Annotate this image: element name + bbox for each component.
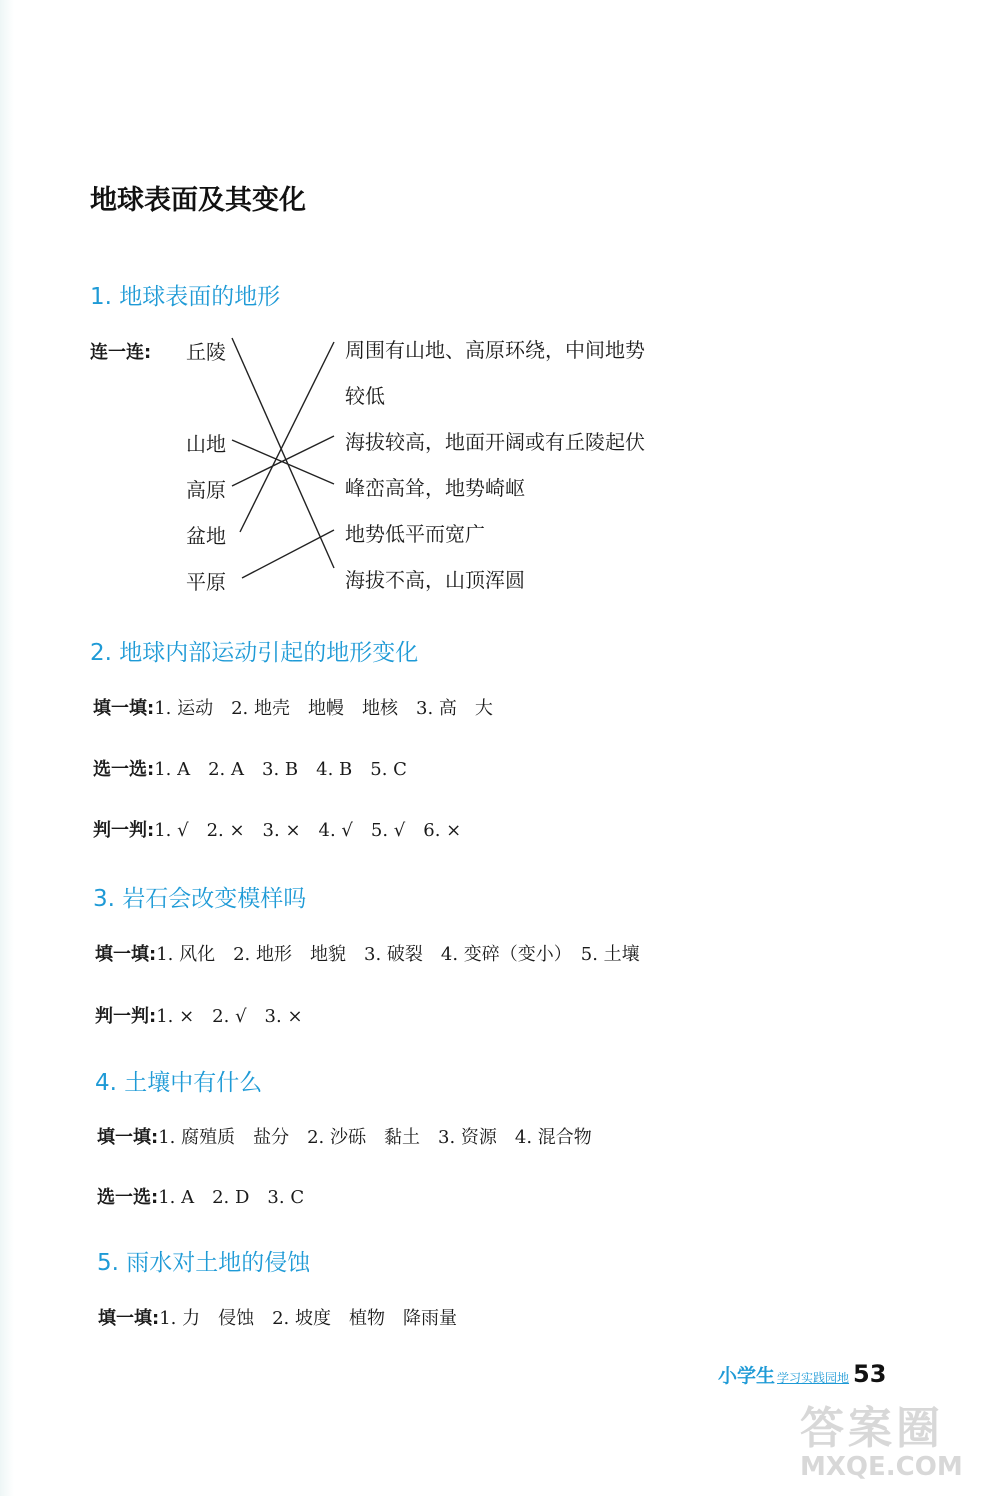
answer-label: 填一填: xyxy=(97,1127,159,1148)
answer-label: 填一填: xyxy=(98,1308,160,1329)
answer-row-s3-judge xyxy=(95,1002,303,1028)
section-heading-3: 3. 岩石会改变模样吗 xyxy=(93,886,307,912)
match-label: 连一连: xyxy=(90,342,152,363)
match-term-1: 丘陵 xyxy=(186,340,226,364)
match-line-5 xyxy=(242,530,334,578)
page-title: 地球表面及其变化 xyxy=(90,185,306,216)
match-term-5: 平原 xyxy=(186,570,226,594)
answer-text: 1. A 2. D 3. C xyxy=(158,1187,305,1208)
section-heading-5: 5. 雨水对土地的侵蚀 xyxy=(97,1250,311,1276)
watermark-line-1: 答案圈 xyxy=(800,1403,944,1454)
answer-text: 1. × 2. √ 3. × xyxy=(156,1006,303,1027)
footer-subtitle: 学习实践园地 xyxy=(777,1371,850,1385)
answer-text: 1. √ 2. × 3. × 4. √ 5. √ 6. × xyxy=(154,820,462,841)
answer-label: 选一选: xyxy=(97,1187,159,1208)
answer-row-s2-judge xyxy=(93,816,461,842)
match-line-3 xyxy=(232,436,334,486)
footer-brand: 小学生 xyxy=(718,1365,776,1387)
match-desc-1: 周围有山地、高原环绕，中间地势 xyxy=(345,338,645,362)
answer-row-s4-fill xyxy=(97,1123,592,1149)
answer-label: 填一填: xyxy=(95,944,157,965)
page-number: 53 xyxy=(853,1360,887,1388)
answer-row-s2-fill xyxy=(93,694,493,720)
match-desc-5: 海拔不高，山顶浑圆 xyxy=(345,568,525,592)
watermark-line-2: MXQE.COM xyxy=(800,1452,963,1482)
match-line-1 xyxy=(232,338,334,568)
answer-label: 判一判: xyxy=(95,1006,157,1027)
watermark xyxy=(800,1392,963,1482)
match-desc-4: 地势低平而宽广 xyxy=(345,522,485,546)
page-footer xyxy=(718,1360,886,1388)
match-line-4 xyxy=(240,342,334,532)
answer-text: 1. A 2. A 3. B 4. B 5. C xyxy=(154,759,407,780)
section-heading-4: 4. 土壤中有什么 xyxy=(95,1070,263,1096)
match-desc-3: 峰峦高耸，地势崎岖 xyxy=(345,476,525,500)
answer-row-s2-choose xyxy=(93,755,407,781)
answer-label: 判一判: xyxy=(93,820,155,841)
answer-text: 1. 风化 2. 地形 地貌 3. 破裂 4. 变碎（变小） 5. 土壤 xyxy=(156,944,640,965)
section-heading-1: 1. 地球表面的地形 xyxy=(90,284,281,310)
match-desc-1-cont: 较低 xyxy=(345,384,385,408)
answer-row-s5-fill xyxy=(98,1304,457,1330)
match-desc-2: 海拔较高，地面开阔或有丘陵起伏 xyxy=(345,430,645,454)
answer-text: 1. 运动 2. 地壳 地幔 地核 3. 高 大 xyxy=(154,698,493,719)
match-term-3: 高原 xyxy=(186,478,226,502)
answer-text: 1. 力 侵蚀 2. 坡度 植物 降雨量 xyxy=(159,1308,457,1329)
answer-text: 1. 腐殖质 盐分 2. 沙砾 黏土 3. 资源 4. 混合物 xyxy=(158,1127,592,1148)
match-term-2: 山地 xyxy=(186,432,226,456)
section-heading-2: 2. 地球内部运动引起的地形变化 xyxy=(90,640,419,666)
page-edge-shadow xyxy=(0,0,14,1496)
answer-label: 填一填: xyxy=(93,698,155,719)
answer-label: 选一选: xyxy=(93,759,155,780)
answer-row-s3-fill xyxy=(95,940,640,966)
match-line-2 xyxy=(232,440,334,484)
match-term-4: 盆地 xyxy=(186,524,226,548)
answer-row-s4-choose xyxy=(97,1183,304,1209)
